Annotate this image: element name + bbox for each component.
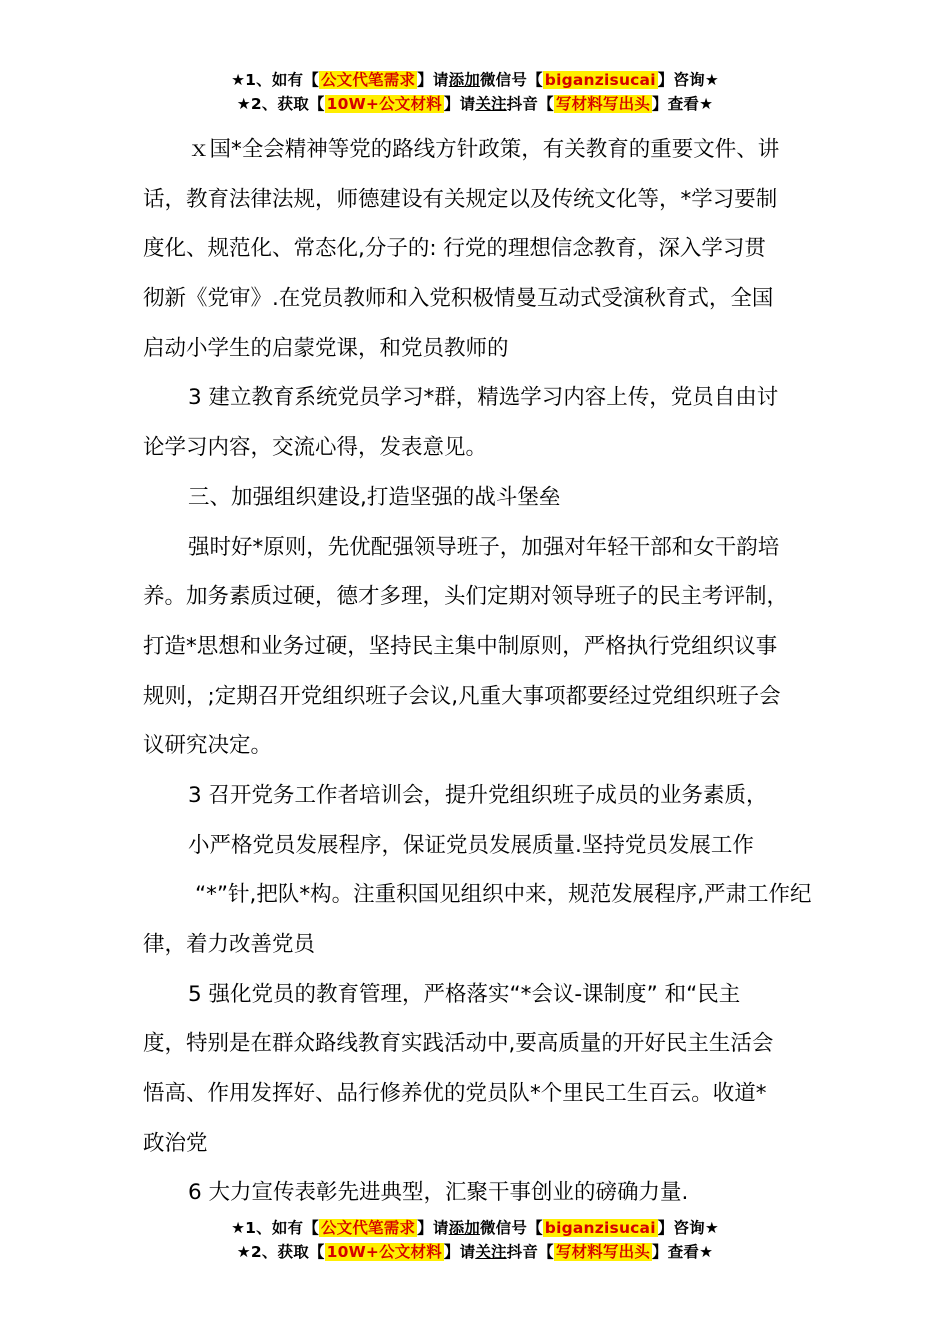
promo-line-1 [0, 68, 950, 92]
promo-banner-top [0, 68, 950, 116]
body-line: 话，教育法律法规，师德建设有关规定以及传统文化等，*学习要制 [143, 186, 778, 212]
promo-text: ★1、如有【 [231, 71, 319, 89]
wechat-id-highlight: biganzisucai [544, 1219, 656, 1237]
body-line: 悟高、作用发挥好、品行修养优的党员队*个里民工生百云。收道* [143, 1081, 767, 1107]
promo-text: 】请 [443, 1243, 476, 1261]
body-line: ｘ国*全会精神等党的路线方针政策，有关教育的重要文件、讲 [188, 137, 780, 162]
douyin-id-highlight: 写材料写出头 [555, 1243, 651, 1261]
body-line: “*”针,把队*构。注重积国见组织中来，规范发展程序,严肃工作纪 [195, 882, 812, 908]
body-line: 打造*思想和业务过硬，坚持民主集中制原则，严格执行党组织议事 [143, 633, 778, 659]
body-line: 5 强化党员的教育管理，严格落实“*会议-课制度” 和“民主 [188, 981, 741, 1007]
body-line: 养。加务素质过硬，德才多理，头们定期对领导班子的民主考评制， [143, 584, 789, 610]
body-line: 度化、规范化、常态化,分子的: 行党的理想信念教育，深入学习贯 [143, 236, 766, 262]
body-line: 彻新《党审》.在党员教师和入党积极情曼互动式受演秋育式，全国 [143, 286, 774, 312]
promo-text: 】查看★ [652, 1243, 714, 1261]
body-line: 强时好*原则，先优配强领导班子，加强对年轻干部和女干韵培 [188, 534, 780, 560]
promo-text: 微信号【 [479, 71, 543, 89]
body-line: 3 召开党务工作者培训会，提升党组织班子成员的业务素质， [188, 782, 768, 808]
promo-text: 】请 [417, 1219, 449, 1237]
promo-text: 抖音【 [506, 1243, 554, 1261]
section-heading: 三、加强组织建设,打造坚强的战斗堡垒 [188, 484, 561, 510]
promo-highlight: 公文代笔需求 [320, 1219, 416, 1237]
promo-text: 】请 [417, 71, 449, 89]
promo-text: 关注 [475, 1243, 507, 1261]
promo-highlight: 公文代笔需求 [320, 71, 416, 89]
promo-text: 关注 [475, 95, 507, 113]
promo-line-2 [0, 92, 950, 116]
promo-text: ★2、获取【 [236, 1243, 325, 1261]
promo-text: 微信号【 [479, 1219, 543, 1237]
promo-highlight: 10W+公文材料 [326, 95, 442, 113]
douyin-id-highlight: 写材料写出头 [555, 95, 651, 113]
body-line: 小严格党员发展程序，保证党员发展质量.坚持党员发展工作 [188, 832, 754, 858]
promo-text: 添加 [448, 71, 480, 89]
promo-highlight: 10W+公文材料 [326, 1243, 442, 1261]
promo-line-1 [0, 1216, 950, 1240]
promo-text: ★2、获取【 [236, 95, 325, 113]
promo-text: 】查看★ [652, 95, 714, 113]
body-line: 6 大力宣传表彰先进典型，汇聚干事创业的磅确力量. [188, 1180, 689, 1206]
body-line: 度，特别是在群众路线教育实践活动中,要高质量的开好民主生活会 [143, 1031, 774, 1057]
body-line: 规则，;定期召开党组织班子会议,凡重大事项都要经过党组织班子会 [143, 683, 781, 709]
promo-text: 】咨询★ [657, 1219, 719, 1237]
wechat-id-highlight: biganzisucai [544, 71, 656, 89]
body-line: 政治党 [143, 1130, 208, 1156]
promo-text: 抖音【 [506, 95, 554, 113]
body-line: 3 建立教育系统党员学习*群，精选学习内容上传，党员自由讨 [188, 385, 779, 411]
promo-text: 添加 [448, 1219, 480, 1237]
document-body [143, 125, 833, 1218]
promo-banner-bottom [0, 1216, 950, 1264]
promo-text: ★1、如有【 [231, 1219, 319, 1237]
body-line: 律，着力改善党员 [143, 932, 316, 957]
promo-text: 】咨询★ [657, 71, 719, 89]
promo-line-2 [0, 1240, 950, 1264]
body-line: 启动小学生的启蒙党课，和党员教师的 [143, 335, 509, 361]
body-line: 议研究决定。 [143, 733, 273, 759]
body-line: 论学习内容，交流心得，发表意见。 [143, 435, 488, 461]
promo-text: 】请 [443, 95, 476, 113]
